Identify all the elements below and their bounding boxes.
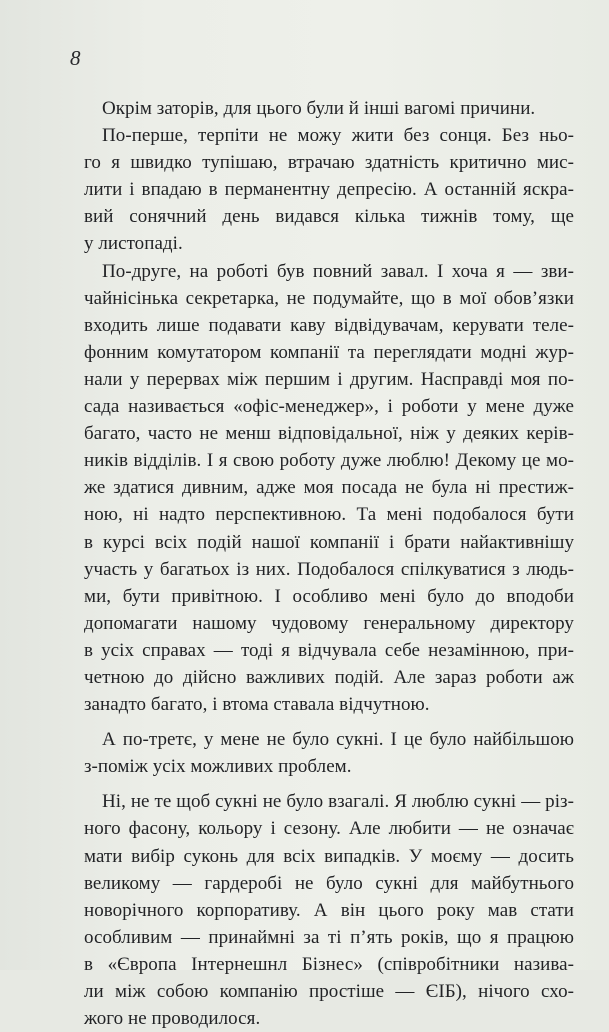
paragraph-2 xyxy=(84,122,574,257)
text-line: же здатися дивним, адже моя посада не була ні престиж- xyxy=(84,477,574,499)
text-line: ною, ні надто перспективною. Та мені подобалося бути xyxy=(84,504,574,526)
text-line: ного фасону, кольору і сезону. Але любити — не означає xyxy=(84,818,574,840)
text-line: ли між собою компанію простіше — ЄІБ), нічого схо- xyxy=(84,981,574,1002)
text-line: в «Європа Інтернешнл Бізнес» (співробітники назива- xyxy=(84,953,574,975)
page-number: 8 xyxy=(70,46,81,70)
text-line: жого не проводилося. xyxy=(84,1008,261,1030)
text-line: четною до дійсно важливих подій. Але зараз роботи аж xyxy=(84,666,574,688)
paragraph-5 xyxy=(84,788,574,1032)
text-line: ників відділів. І я свою роботу дуже люблю! Декому це мо- xyxy=(84,450,574,472)
text-line: великому — гардеробі не було сукні для майбутнього xyxy=(84,872,574,894)
text-line: А по-третє, у мене не було сукні. І це було найбільшою xyxy=(102,729,574,751)
text-line: багато, часто не менш відповідальної, ніж у деяких керів- xyxy=(84,423,574,445)
text-line: допомагати нашому чудовому генеральному директору xyxy=(84,612,574,634)
text-line: участь у багатьох із них. Подобалося спілкуватися з людь- xyxy=(84,558,574,580)
text-line: го я швидко тупішаю, втрачаю здатність критично мис- xyxy=(84,152,574,174)
text-line: в усіх справах — тоді я відчувала себе незамінною, при- xyxy=(84,639,574,661)
paragraph-1 xyxy=(84,95,574,122)
text-line: у листопаді. xyxy=(84,233,183,255)
text-line: сада називається «офіс-менеджер», і роботи у мене дуже xyxy=(84,396,574,418)
text-line: в курсі всіх подій нашої компанії і брати найактивнішу xyxy=(84,531,574,553)
text-line: чайнісінька секретарка, не подумайте, що в мої обов’язки xyxy=(84,287,574,309)
text-line: Ні, не те щоб сукні не було взагалі. Я люблю сукні — різ- xyxy=(102,791,574,813)
text-line: фонним комутатором компанії та переглядати модні жур- xyxy=(84,341,574,363)
text-line: з-поміж усіх можливих проблем. xyxy=(84,756,352,778)
text-line: нали у перервах між першим і другим. Насправді моя по- xyxy=(84,368,574,390)
text-line: особливим — принаймні за ті п’ять років, що я працюю xyxy=(84,926,574,948)
body-text xyxy=(84,95,574,1032)
text-line: Окрім заторів, для цього були й інші вагомі причини. xyxy=(102,98,536,119)
text-line: новорічного корпоративу. А він цього року мав стати xyxy=(84,899,574,921)
text-line: По-перше, терпіти не можу жити без сонця. Без ньо- xyxy=(102,125,574,147)
paragraph-4 xyxy=(84,726,574,780)
text-line: По-друге, на роботі був повний завал. І хоча я — зви- xyxy=(102,260,574,282)
paragraph-3 xyxy=(84,258,574,719)
text-line: ми, бути привітною. І особливо мені було до вподоби xyxy=(84,585,574,607)
text-line: лити і впадаю в перманентну депресію. А останній яскра- xyxy=(84,179,574,201)
text-line: занадто багато, і втома ставала відчутною. xyxy=(84,694,430,716)
text-line: вий сонячний день видався кілька тижнів тому, ще xyxy=(84,206,574,228)
text-line: мати вибір суконь для всіх випадків. У моєму — досить xyxy=(84,845,574,867)
text-line: входить лише подавати каву відвідувачам, керувати теле- xyxy=(84,314,574,336)
